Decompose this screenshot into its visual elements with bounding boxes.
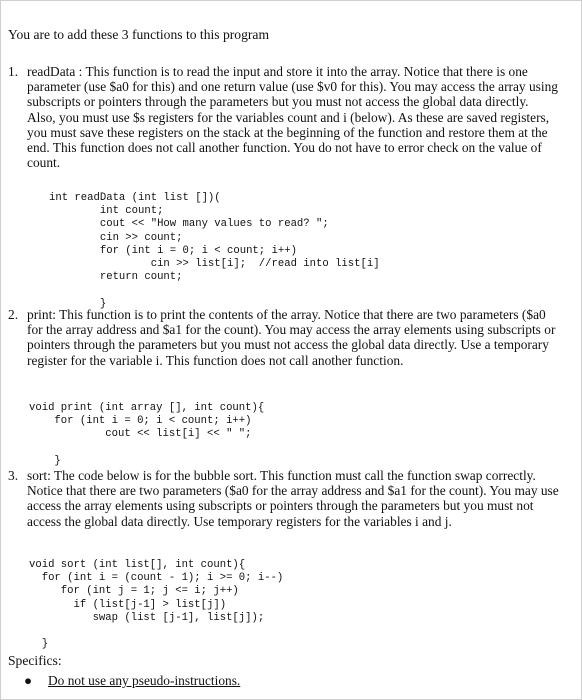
item-number: 2. [8, 307, 19, 322]
code-block-print: void print (int array [], int count){ for (int i = 0; i < count; i++) cout << list[i] << " "; } [29, 402, 265, 467]
specifics-heading: Specifics: [8, 653, 62, 668]
item-description: sort: The code below is for the bubble sort. This function must call the function swap correctly. Notice that there are two parameters ($a0 for the array address and $a1 for the count). You may use access the array elements using subscripts or pointers through the parameters but you must not access the global data directly. Use temporary registers for the variables i and j. [27, 468, 559, 529]
item-number: 1. [8, 64, 19, 79]
item-description: readData : This function is to read the input and store it into the array. Notice that there is one parameter (use $a0 for this) and one return value (use $v0 for this). You may access the array using subscripts or pointers through the parameters but you must not access the global data directly. Also, you must use $s registers for the variables count and i (below). As these are saved registers, you must save these registers on the stack at the beginning of the function and restore them at the end. This function does not call another function. You do not have to error check on the value of count. [27, 64, 558, 171]
bullet-icon: ● [24, 673, 33, 688]
intro-text: You are to add these 3 functions to this program [8, 27, 270, 42]
item-description: print: This function is to print the contents of the array. Notice that there are two parameters ($a0 for the array address and $a1 for the count). You may access the array elements using subscripts or pointers through the parameters but you must not access the global data directly. Use a temporary register for the variable i. This function does not call another function. [27, 307, 556, 368]
specifics-bullet-text: Do not use any pseudo-instructions. [48, 673, 241, 688]
item-number: 3. [8, 468, 19, 483]
code-block-sort: void sort (int list[], int count){ for (int i = (count - 1); i >= 0; i--) for (int j = 1; j <= i; j++) if (list[j-1] > list[j]) swap (list [j-1], list[j]); } [29, 559, 284, 651]
code-block-readdata: int readData (int list [])( int count; cout << "How many values to read? "; cin >> count; for (int i = 0; i < count; i++) cin >> list[i]; //read into list[i] return count; } [49, 192, 380, 310]
